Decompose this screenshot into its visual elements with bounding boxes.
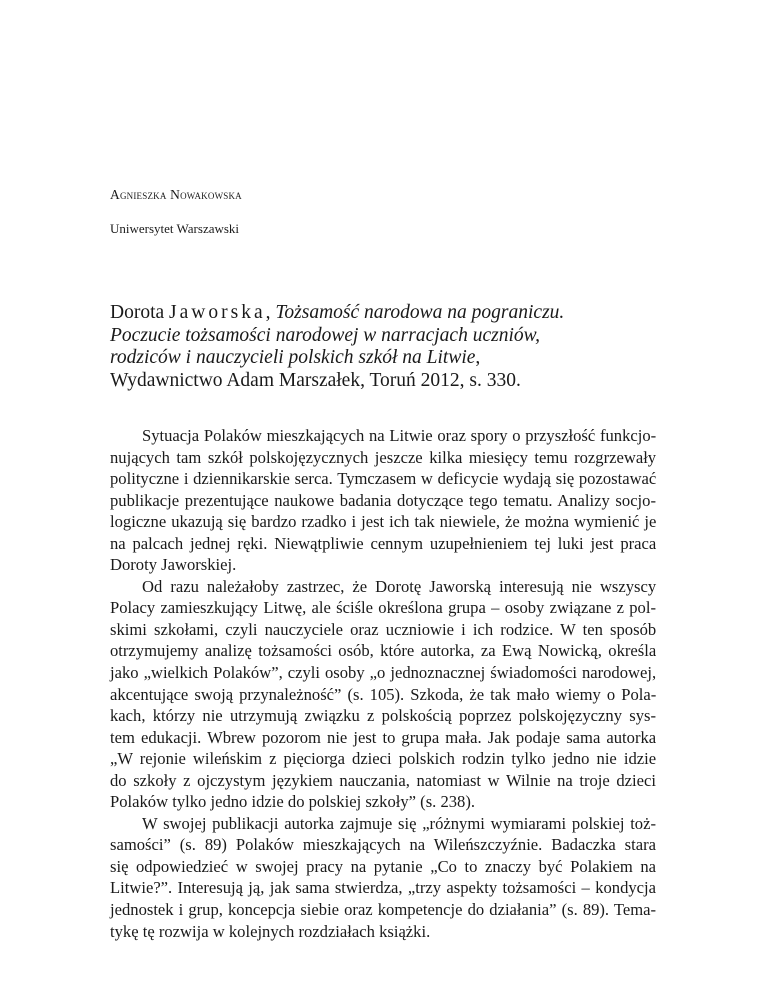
book-title-part-1: Tożsamość narodowa na pograniczu. (275, 302, 565, 323)
review-body-text (110, 425, 656, 942)
body-text-line: Doroty Jaworskiej. (110, 555, 237, 575)
reviewed-author-first-name: Dorota (110, 302, 165, 323)
book-title-part-2: Poczucie tożsamości narodowej w narracjach uczniów, (110, 324, 541, 346)
body-text-line: logiczne ukazują się bardzo rzadko i jest ich tak niewiele, że można wymienić je (110, 512, 657, 532)
body-text-line: Polaków tylko jedno idzie do polskiej szkoły” (s. 238). (110, 792, 476, 812)
body-text-line: jednostek i grup, koncepcja siebie oraz kompetencje do działania” (s. 89). Tema- (110, 900, 656, 920)
body-text-line: się odpowiedzieć w swojej pracy na pytanie „Co to znaczy być Polakiem na (110, 856, 657, 876)
body-text-line: tem edukacji. Wbrew pozorom nie jest to grupa mała. Jak podaje sama autorka (110, 727, 657, 747)
body-text-line: Od razu należałoby zastrzec, że Dorotę Jaworską interesują nie wszyscy (142, 576, 657, 596)
book-citation (110, 302, 564, 392)
body-text-line: polityczne i dziennikarskie serca. Tymczasem w deficycie wydają się pozostawać (110, 469, 657, 489)
body-text-line: Litwie?”. Interesują ją, jak sama stwierdza, „trzy aspekty tożsamości – kondycja (110, 878, 657, 898)
article-author: Agnieszka Nowakowska (110, 187, 242, 202)
body-text-line: W swojej publikacji autorka zajmuje się „różnymi wymiarami polskiej toż- (142, 813, 656, 833)
book-title-part-3: rodziców i nauczycieli polskich szkół na Litwie (110, 347, 476, 368)
body-text-line: jako „wielkich Polaków”, czyli osoby „o jednoznacznej świadomości narodowej, (110, 663, 657, 683)
body-text-line: publikacje prezentujące naukowe badania dotyczące tego tematu. Analizy socjo- (110, 490, 656, 510)
body-text-line: Polacy zamieszkujący Litwę, ale ściśle określona grupa – osoby związane z pol- (110, 598, 656, 618)
body-text-line: do szkoły z ojczystym językiem nauczania, natomiast w Wilnie na troje dzieci (110, 770, 656, 790)
body-text-line: samości” (s. 89) Polaków mieszkających na Wileńszczyźnie. Badaczka stara (110, 835, 656, 855)
body-text-line: Sytuacja Polaków mieszkających na Litwie oraz spory o przyszłość funkcjo- (142, 426, 657, 445)
body-text-line: tykę tę rozwija w kolejnych rozdziałach książki. (110, 921, 431, 941)
author-affiliation: Uniwersytet Warszawski (110, 221, 240, 236)
reviewed-author-last-name: Jaworska (169, 302, 266, 323)
body-text-line: na palcach jednej ręki. Niewątpliwie cennym uzupełnieniem tej luki jest praca (110, 533, 657, 553)
citation-publisher: Wydawnictwo Adam Marszałek, Toruń 2012, s. 330. (110, 369, 521, 391)
body-text-line: otrzymujemy analizę tożsamości osób, które autorka, za Ewą Nowicką, określa (110, 641, 657, 661)
citation-line-3: rodziców i nauczycieli polskich szkół na Litwie, (110, 347, 481, 368)
body-text-line: akcentujące swoją przynależność” (s. 105). Szkoda, że tak mało wiemy o Pola- (110, 684, 657, 704)
body-text-line: skimi szkołami, czyli nauczyciele oraz uczniowie i ich rodzice. W ten sposób (110, 619, 657, 639)
body-text-line: „W rejonie wileńskim z pięciorga dzieci polskich rodzin tylko jedno nie idzie (110, 749, 657, 769)
body-text-line: kach, którzy nie utrzymują związku z polskością poprzez polskojęzyczny sys- (110, 706, 656, 726)
citation-line-1: Dorota Jaworska, Tożsamość narodowa na pograniczu. (110, 302, 565, 323)
citation-line-2 (110, 325, 564, 348)
body-text-line: nujących tam szkół polskojęzycznych jeszcze kilka miesięcy temu rozgrzewały (110, 447, 657, 467)
